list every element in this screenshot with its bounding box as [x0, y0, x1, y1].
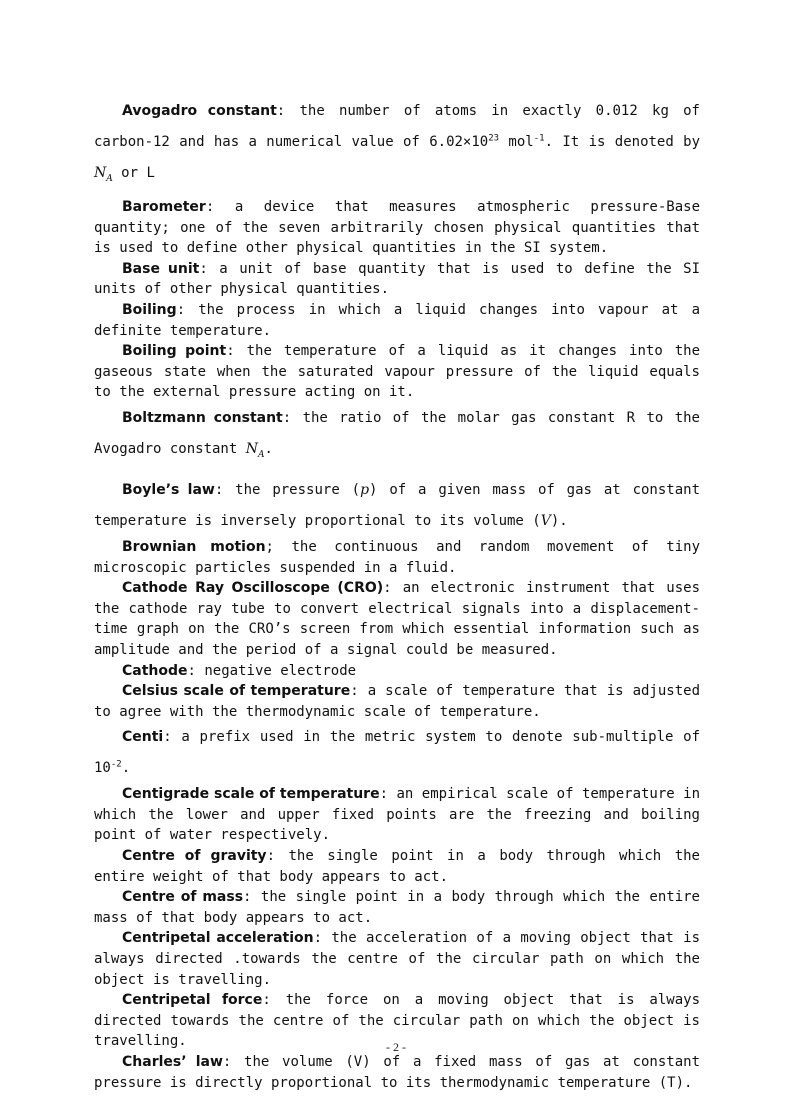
term: Boltzmann constant	[122, 409, 283, 426]
definition: the volume (V) of a fixed mass of gas at constant pressure is directly proportional to its thermodynamic temperature (T).	[94, 1054, 700, 1091]
term: Boyle’s law	[122, 481, 215, 498]
glossary-entry-brownian-motion: Brownian motion; the continuous and random movement of tiny microscopic particles suspended in a fluid.	[94, 538, 700, 576]
definition: an empirical scale of temperature in which the lower and upper fixed points are the freezing and boiling point of water respectively.	[94, 786, 701, 844]
glossary-entry-centigrade-scale: Centigrade scale of temperature: an empirical scale of temperature in which the lower and upper fixed points are the freezing and boiling point of water respectively.	[94, 786, 701, 844]
definition: the pressure (	[235, 481, 361, 498]
glossary-entry-boyles-law: Boyle’s law: the pressure (p) of a given mass of gas at constant temperature is inversely proportional to its volume (V).	[94, 481, 700, 529]
term: Avogadro constant	[122, 103, 277, 119]
definition: the process in which a liquid changes into vapour at a definite temperature.	[94, 301, 701, 339]
definition: a prefix used in the metric system to denote sub-multiple of 10	[94, 729, 700, 777]
definition: the single point in a body through which the entire mass of that body appears to act.	[94, 889, 700, 926]
glossary-entry-celsius-scale: Celsius scale of temperature: a scale of temperature that is adjusted to agree with the thermodynamic scale of temperature.	[94, 683, 701, 720]
definition: the number of atoms in exactly 0.012 kg of carbon-12 and has a numerical value of 6.02×10	[94, 103, 700, 150]
glossary-entry-boiling-point: Boiling point: the temperature of a liquid as it changes into the gaseous state when the saturated vapour pressure of the liquid equals to the external pressure acting on it.	[94, 343, 701, 401]
definition: the single point in a body through which the entire weight of that body appears to act.	[94, 848, 700, 885]
definition: the acceleration of a moving object that is always directed .towards the centre of the circular path on which the object is travelling.	[94, 930, 700, 988]
page-number: - 2 -	[386, 1040, 406, 1054]
glossary-entry-base-unit: Base unit: a unit of base quantity that is used to define the SI units of other physical quantities.	[94, 260, 700, 298]
glossary-page	[94, 96, 700, 1093]
glossary-entry-charles-law: Charles’ law: the volume (V) of a fixed mass of gas at constant pressure is directly proportional to its thermodynamic temperature (T).	[94, 1054, 700, 1091]
term: Boiling	[122, 301, 177, 318]
term: Centripetal force	[122, 992, 263, 1009]
glossary-entry-centripetal-acceleration: Centripetal acceleration: the acceleration of a moving object that is always directed .towards the centre of the circular path on which the object is travelling.	[94, 930, 700, 988]
symbol: N	[245, 440, 258, 457]
term: Centi	[122, 729, 164, 746]
term: Centigrade scale of temperature	[122, 786, 380, 803]
term: Base unit	[122, 260, 200, 277]
definition: the temperature of a liquid as it changes into the gaseous state when the saturated vapour pressure of the liquid equals to the external pressure acting on it.	[94, 343, 701, 401]
term: Cathode Ray Oscilloscope (CRO)	[122, 580, 384, 597]
glossary-entry-centre-of-gravity: Centre of gravity: the single point in a body through which the entire weight of that body appears to act.	[94, 848, 700, 885]
glossary-entry-cathode: Cathode: negative electrode	[122, 662, 357, 679]
glossary-entry-centi: Centi: a prefix used in the metric system to denote sub-multiple of $10^{-2}$.	[94, 729, 700, 777]
term: Celsius scale of temperature	[122, 683, 351, 700]
term: Centre of mass	[122, 889, 244, 906]
term: Brownian motion	[122, 538, 266, 555]
definition: negative electrode	[204, 662, 357, 679]
definition: an electronic instrument that uses the cathode ray tube to convert electrical signals into a displacement-time graph on the CRO’s screen from which essential information such as amplitude and the period of a signal could be measured.	[94, 580, 701, 658]
definition: a device that measures atmospheric pressure-Base quantity; one of the seven arbitrarily chosen physical quantities that is used to define other physical quantities in the SI system.	[94, 199, 701, 257]
definition: the ratio of the molar gas constant R to the Avogadro constant	[94, 409, 700, 457]
term: Charles’ law	[122, 1054, 223, 1070]
term: Centripetal acceleration	[122, 930, 314, 947]
term: Barometer	[122, 199, 206, 215]
symbol: N	[94, 165, 107, 181]
definition: the force on a moving object that is always directed towards the centre of the circular path on which the object is travelling.	[94, 992, 701, 1050]
glossary-entry-avogadro-constant: Avogadro constant: the number of atoms in exactly 0.012 kg of carbon-12 and has a numerical value of $6.02\times 10^{23}$ mol$^{-1}$. It is denoted by $N_A$ or L	[94, 103, 701, 184]
term: Cathode	[122, 662, 188, 679]
glossary-entry-centripetal-force: Centripetal force: the force on a moving object that is always directed towards the centre of the circular path on which the object is travelling.	[94, 992, 701, 1050]
symbol: p	[360, 481, 370, 498]
glossary-entry-barometer: Barometer: a device that measures atmospheric pressure-Base quantity; one of the seven arbitrarily chosen physical quantities that is used to define other physical quantities in the SI system.	[94, 199, 701, 257]
glossary-entry-boiling: Boiling: the process in which a liquid changes into vapour at a definite temperature.	[94, 301, 701, 339]
glossary-entry-centre-of-mass: Centre of mass: the single point in a body through which the entire mass of that body appears to act.	[94, 889, 700, 926]
glossary-entry-cathode-ray-oscilloscope: Cathode Ray Oscilloscope (CRO): an electronic instrument that uses the cathode ray tube to convert electrical signals into a displacement-time graph on the CRO’s screen from which essential information such as amplitude and the period of a signal could be measured.	[94, 580, 701, 658]
term: Centre of gravity	[122, 848, 267, 865]
definition: a scale of temperature that is adjusted to agree with the thermodynamic scale of temperature.	[94, 683, 701, 720]
definition: the continuous and random movement of tiny microscopic particles suspended in a fluid.	[94, 538, 700, 576]
glossary-entry-boltzmann-constant: Boltzmann constant: the ratio of the molar gas constant R to the Avogadro constant $N_A$.	[94, 409, 700, 460]
definition: a unit of base quantity that is used to define the SI units of other physical quantities.	[94, 260, 700, 298]
term: Boiling point	[122, 343, 227, 360]
symbol: V	[540, 512, 551, 529]
